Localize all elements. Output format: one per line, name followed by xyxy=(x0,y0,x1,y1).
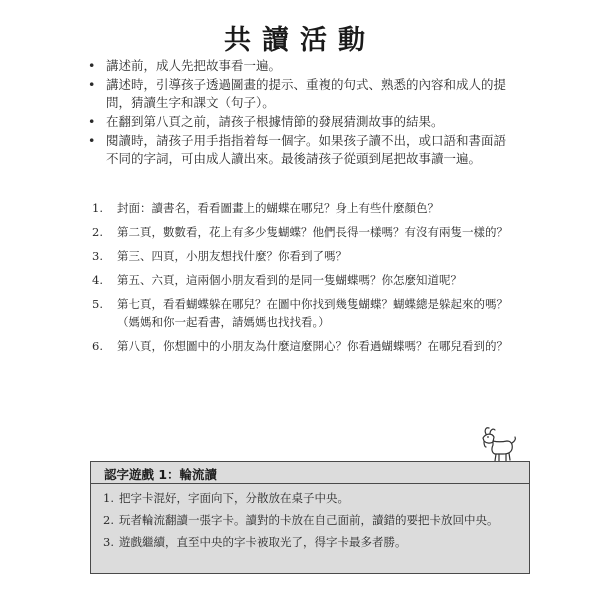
guidance-item xyxy=(86,132,516,168)
reading-step xyxy=(92,271,512,289)
word-game-rules xyxy=(103,489,513,555)
rule-text: 玩者輪流翻讀一張字卡。讀對的卡放在自己面前，讀錯的要把卡放回中央。 xyxy=(119,513,499,527)
reading-steps-list xyxy=(92,199,512,361)
rule-text: 把字卡混好，字面向下，分散放在桌子中央。 xyxy=(119,491,349,505)
step-number: 1. xyxy=(92,201,103,215)
bullet-mark: • xyxy=(88,114,96,129)
word-game-title: 認字遊戲 1：輪流讀 xyxy=(104,467,218,482)
game-rule xyxy=(103,533,513,551)
word-game-box xyxy=(90,461,530,574)
bullet-mark: • xyxy=(88,58,96,73)
reading-step xyxy=(92,295,512,331)
step-text: 第八頁，你想圖中的小朋友為什麼這麼開心？你看過蝴蝶嗎？在哪兒看到的？ xyxy=(117,339,508,353)
rule-text: 遊戲繼續，直至中央的字卡被取光了，得字卡最多者勝。 xyxy=(119,535,407,549)
reading-step xyxy=(92,337,512,355)
reading-step xyxy=(92,247,512,265)
word-game-header xyxy=(91,462,529,484)
game-rule xyxy=(103,511,513,529)
guidance-text: 講述前，成人先把故事看一遍。 xyxy=(106,58,282,73)
bullet-mark: • xyxy=(88,133,96,148)
guidance-item xyxy=(86,57,516,75)
step-number: 4. xyxy=(92,273,103,287)
step-number: 2. xyxy=(92,225,103,239)
step-text: 封面：讀書名，看看圖畫上的蝴蝶在哪兒？身上有些什麼顏色？ xyxy=(117,201,439,215)
step-number: 5. xyxy=(92,297,103,311)
step-text: 第七頁，看看蝴蝶躲在哪兒？在圖中你找到幾隻蝴蝶？蝴蝶總是躲起來的嗎？（媽媽和你一起看書，請媽媽也找找看。） xyxy=(117,297,508,329)
rule-number: 3. xyxy=(103,535,114,549)
rule-number: 2. xyxy=(103,513,114,527)
page-title: 共讀活動 xyxy=(224,25,376,56)
step-number: 3. xyxy=(92,249,103,263)
guidance-text: 在翻到第八頁之前，請孩子根據情節的發展猜測故事的結果。 xyxy=(106,114,444,129)
step-text: 第三、四頁，小朋友想找什麼？你看到了嗎？ xyxy=(117,249,347,263)
game-rule xyxy=(103,489,513,507)
reading-step xyxy=(92,223,512,241)
goat-illustration xyxy=(478,424,520,464)
guidance-text: 閱讀時，請孩子用手指指着每一個字。如果孩子讀不出，或口語和書面語不同的字詞，可由成人讀出來。最後請孩子從頭到尾把故事讀一遍。 xyxy=(106,133,507,166)
rule-number: 1. xyxy=(103,491,114,505)
guidance-list xyxy=(86,57,516,169)
guidance-item xyxy=(86,113,516,131)
guidance-item xyxy=(86,76,516,112)
step-text: 第五、六頁，這兩個小朋友看到的是同一隻蝴蝶嗎？你怎麼知道呢？ xyxy=(117,273,462,287)
guidance-text: 講述時，引導孩子透過圖畫的提示、重複的句式、熟悉的內容和成人的提問，猜讀生字和課文（句子）。 xyxy=(106,77,507,110)
step-text: 第二頁，數數看，花上有多少隻蝴蝶？他們長得一樣嗎？有沒有兩隻一樣的？ xyxy=(117,225,508,239)
step-number: 6. xyxy=(92,339,103,353)
bullet-mark: • xyxy=(88,77,96,92)
reading-step xyxy=(92,199,512,217)
